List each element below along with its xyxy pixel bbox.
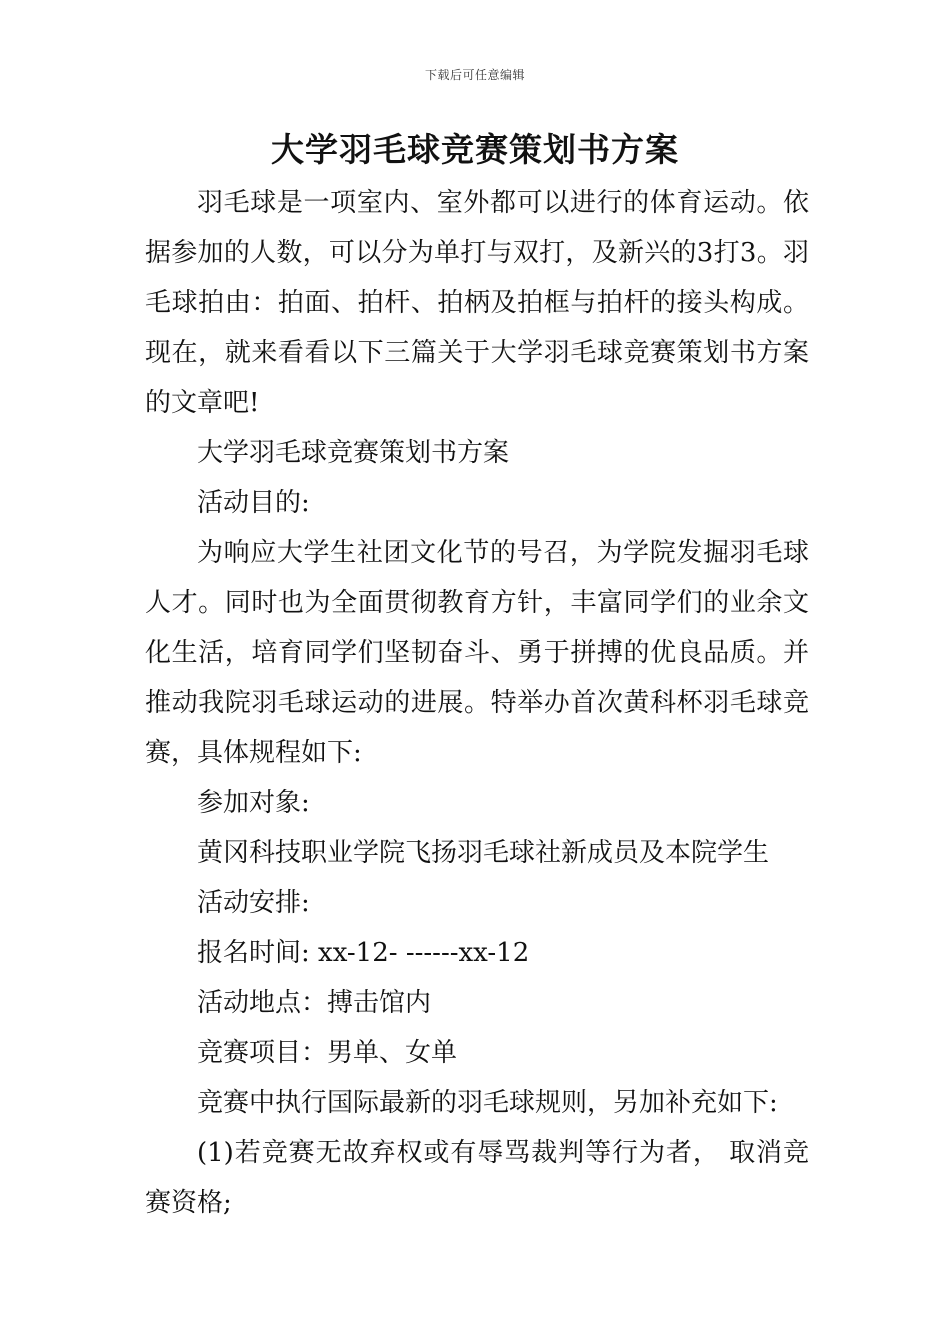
rule-item-1: (1)若竞赛无故弃权或有辱骂裁判等行为者， 取消竞赛资格; xyxy=(145,1138,809,1218)
arrangement-label: 活动安排: xyxy=(197,888,310,918)
activity-location: 活动地点：搏击馆内 xyxy=(197,988,432,1018)
rules-intro: 竞赛中执行国际最新的羽毛球规则，另加补充如下: xyxy=(197,1088,778,1118)
registration-time: 报名时间: xx-12- ------xx-12 xyxy=(197,938,530,968)
document-body xyxy=(145,178,809,1228)
activity-purpose-paragraph: 为响应大学生社团文化节的号召，为学院发掘羽毛球人才。同时也为全面贯彻教育方针，丰富同学们的业余文化生活，培育同学们坚韧奋斗、勇于拼搏的优良品质。并推动我院羽毛球运动的进展。特举办首次黄科杯羽毛球竞赛，具体规程如下: xyxy=(145,538,809,768)
header-note: 下载后可任意编辑 xyxy=(424,68,525,82)
section-heading: 大学羽毛球竞赛策划书方案 xyxy=(197,438,510,468)
participants-label: 参加对象: xyxy=(197,788,310,818)
activity-purpose-label: 活动目的: xyxy=(197,488,310,518)
competition-events: 竞赛项目：男单、女单 xyxy=(197,1038,458,1068)
participants-value: 黄冈科技职业学院飞扬羽毛球社新成员及本院学生 xyxy=(197,838,770,868)
document-title: 大学羽毛球竞赛策划书方案 xyxy=(271,130,679,169)
intro-paragraph: 羽毛球是一项室内、室外都可以进行的体育运动。依据参加的人数，可以分为单打与双打，及新兴的3打3。羽毛球拍由：拍面、拍杆、拍柄及拍框与拍杆的接头构成。现在，就来看看以下三篇关于大学羽毛球竞赛策划书方案的文章吧! xyxy=(145,188,809,418)
